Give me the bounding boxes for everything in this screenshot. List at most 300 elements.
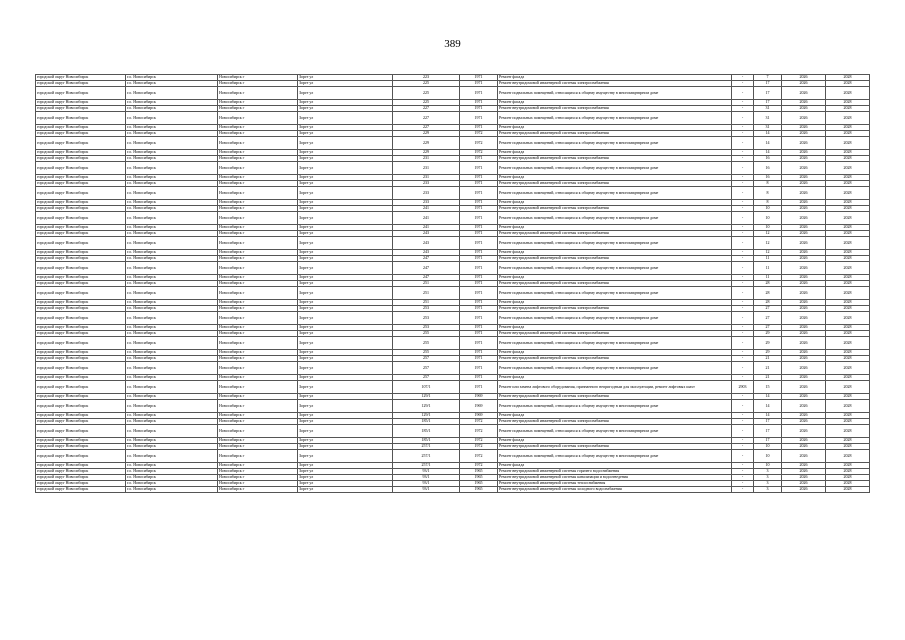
street-cell: Зорге ул: [298, 250, 393, 256]
district-cell: городской округ Новосибирск: [36, 306, 126, 312]
quantity-cell: 31: [754, 125, 782, 131]
settlement-cell: г.о. Новосибирск: [126, 175, 218, 181]
work-type-cell: Ремонт внутридомовой инженерной системы электроснабжения: [498, 81, 732, 87]
end-year-cell: 2028: [826, 419, 870, 425]
extra-value-cell: -: [732, 487, 754, 493]
quantity-cell: 17: [754, 87, 782, 100]
house-number-cell: 225: [393, 100, 460, 106]
work-type-cell: Ремонт подвальных помещений, относящихся к общему имуществу в многоквартирном доме: [498, 312, 732, 325]
city-cell: Новосибирск г: [218, 125, 298, 131]
city-cell: Новосибирск г: [218, 375, 298, 381]
city-cell: Новосибирск г: [218, 425, 298, 438]
quantity-cell: 10: [754, 444, 782, 450]
district-cell: городской округ Новосибирск: [36, 156, 126, 162]
quantity-cell: 16: [754, 175, 782, 181]
city-cell: Новосибирск г: [218, 181, 298, 187]
extra-value-cell: -: [732, 413, 754, 419]
house-number-cell: 247: [393, 275, 460, 281]
extra-value-cell: -: [732, 250, 754, 256]
work-type-cell: Ремонт фасада: [498, 150, 732, 156]
city-cell: Новосибирск г: [218, 206, 298, 212]
city-cell: Новосибирск г: [218, 300, 298, 306]
street-cell: Зорге ул: [298, 450, 393, 463]
work-type-cell: Ремонт подвальных помещений, относящихся к общему имуществу в многоквартирном доме: [498, 212, 732, 225]
settlement-cell: г.о. Новосибирск: [126, 150, 218, 156]
build-year-cell: 1971: [460, 181, 498, 187]
quantity-cell: 8: [754, 200, 782, 206]
settlement-cell: г.о. Новосибирск: [126, 487, 218, 493]
house-number-cell: 243: [393, 231, 460, 237]
extra-value-cell: -: [732, 187, 754, 200]
start-year-cell: 2026: [782, 125, 826, 131]
house-number-cell: 227: [393, 125, 460, 131]
house-number-cell: 185/1: [393, 419, 460, 425]
house-number-cell: 253: [393, 312, 460, 325]
city-cell: Новосибирск г: [218, 362, 298, 375]
street-cell: Зорге ул: [298, 81, 393, 87]
city-cell: Новосибирск г: [218, 275, 298, 281]
build-year-cell: 1971: [460, 262, 498, 275]
end-year-cell: 2028: [826, 469, 870, 475]
city-cell: Новосибирск г: [218, 150, 298, 156]
city-cell: Новосибирск г: [218, 106, 298, 112]
work-type-cell: Ремонт фасада: [498, 175, 732, 181]
house-number-cell: 225: [393, 87, 460, 100]
work-type-cell: Ремонт фасада: [498, 413, 732, 419]
street-cell: Зорге ул: [298, 375, 393, 381]
city-cell: Новосибирск г: [218, 287, 298, 300]
street-cell: Зорге ул: [298, 256, 393, 262]
table-body: [36, 75, 870, 493]
settlement-cell: г.о. Новосибирск: [126, 237, 218, 250]
end-year-cell: 2028: [826, 487, 870, 493]
house-number-cell: 253: [393, 325, 460, 331]
extra-value-cell: -: [732, 325, 754, 331]
street-cell: Зорге ул: [298, 331, 393, 337]
district-cell: городской округ Новосибирск: [36, 100, 126, 106]
work-type-cell: Ремонт подвальных помещений, относящихся к общему имуществу в многоквартирном доме: [498, 87, 732, 100]
work-type-cell: Ремонт подвальных помещений, относящихся к общему имуществу в многоквартирном доме: [498, 137, 732, 150]
end-year-cell: 2028: [826, 300, 870, 306]
work-type-cell: Ремонт внутридомовой инженерной системы электроснабжения: [498, 231, 732, 237]
work-type-cell: Ремонт внутридомовой инженерной системы электроснабжения: [498, 331, 732, 337]
district-cell: городской округ Новосибирск: [36, 281, 126, 287]
start-year-cell: 2026: [782, 325, 826, 331]
house-number-cell: 93/1: [393, 487, 460, 493]
extra-value-cell: -: [732, 150, 754, 156]
repair-program-table: [35, 74, 870, 493]
city-cell: Новосибирск г: [218, 331, 298, 337]
extra-value-cell: -: [732, 256, 754, 262]
work-type-cell: Ремонт фасада: [498, 200, 732, 206]
street-cell: Зорге ул: [298, 125, 393, 131]
house-number-cell: 223: [393, 75, 460, 81]
build-year-cell: 1971: [460, 381, 498, 394]
extra-value-cell: -: [732, 375, 754, 381]
settlement-cell: г.о. Новосибирск: [126, 225, 218, 231]
settlement-cell: г.о. Новосибирск: [126, 381, 218, 394]
district-cell: городской округ Новосибирск: [36, 419, 126, 425]
quantity-cell: 28: [754, 287, 782, 300]
street-cell: Зорге ул: [298, 200, 393, 206]
start-year-cell: 2026: [782, 425, 826, 438]
extra-value-cell: -: [732, 200, 754, 206]
build-year-cell: 1965: [460, 475, 498, 481]
end-year-cell: 2028: [826, 312, 870, 325]
district-cell: городской округ Новосибирск: [36, 231, 126, 237]
settlement-cell: г.о. Новосибирск: [126, 306, 218, 312]
start-year-cell: 2026: [782, 106, 826, 112]
build-year-cell: 1971: [460, 312, 498, 325]
street-cell: Зорге ул: [298, 306, 393, 312]
end-year-cell: 2028: [826, 225, 870, 231]
start-year-cell: 2026: [782, 419, 826, 425]
city-cell: Новосибирск г: [218, 444, 298, 450]
table-row: [36, 112, 870, 125]
street-cell: Зорге ул: [298, 356, 393, 362]
district-cell: городской округ Новосибирск: [36, 150, 126, 156]
quantity-cell: 10: [754, 206, 782, 212]
settlement-cell: г.о. Новосибирск: [126, 425, 218, 438]
work-type-cell: Ремонт внутридомовой инженерной системы электроснабжения: [498, 356, 732, 362]
start-year-cell: 2026: [782, 350, 826, 356]
work-type-cell: Ремонт фасада: [498, 463, 732, 469]
build-year-cell: 1971: [460, 300, 498, 306]
quantity-cell: 11: [754, 262, 782, 275]
settlement-cell: г.о. Новосибирск: [126, 200, 218, 206]
city-cell: Новосибирск г: [218, 337, 298, 350]
street-cell: Зорге ул: [298, 381, 393, 394]
quantity-cell: 14: [754, 131, 782, 137]
build-year-cell: 1971: [460, 212, 498, 225]
build-year-cell: 1972: [460, 137, 498, 150]
quantity-cell: 14: [754, 137, 782, 150]
build-year-cell: 1971: [460, 106, 498, 112]
house-number-cell: 257/1: [393, 463, 460, 469]
city-cell: Новосибирск г: [218, 256, 298, 262]
build-year-cell: 1972: [460, 131, 498, 137]
build-year-cell: 1971: [460, 306, 498, 312]
end-year-cell: 2028: [826, 375, 870, 381]
extra-value-cell: -: [732, 350, 754, 356]
end-year-cell: 2028: [826, 87, 870, 100]
street-cell: Зорге ул: [298, 281, 393, 287]
table-row: [36, 212, 870, 225]
district-cell: городской округ Новосибирск: [36, 206, 126, 212]
quantity-cell: 31: [754, 112, 782, 125]
extra-value-cell: -: [732, 125, 754, 131]
quantity-cell: 14: [754, 150, 782, 156]
house-number-cell: 243: [393, 237, 460, 250]
district-cell: городской округ Новосибирск: [36, 481, 126, 487]
quantity-cell: 29: [754, 350, 782, 356]
start-year-cell: 2026: [782, 81, 826, 87]
extra-value-cell: -: [732, 394, 754, 400]
start-year-cell: 2026: [782, 362, 826, 375]
start-year-cell: 2026: [782, 438, 826, 444]
street-cell: Зорге ул: [298, 156, 393, 162]
start-year-cell: 2026: [782, 250, 826, 256]
quantity-cell: 28: [754, 300, 782, 306]
house-number-cell: 129/1: [393, 394, 460, 400]
street-cell: Зорге ул: [298, 181, 393, 187]
city-cell: Новосибирск г: [218, 156, 298, 162]
city-cell: Новосибирск г: [218, 250, 298, 256]
settlement-cell: г.о. Новосибирск: [126, 206, 218, 212]
extra-value-cell: -: [732, 337, 754, 350]
district-cell: городской округ Новосибирск: [36, 225, 126, 231]
table-row: [36, 362, 870, 375]
settlement-cell: г.о. Новосибирск: [126, 356, 218, 362]
street-cell: Зорге ул: [298, 225, 393, 231]
extra-value-cell: -: [732, 419, 754, 425]
quantity-cell: 31: [754, 106, 782, 112]
house-number-cell: 233: [393, 181, 460, 187]
settlement-cell: г.о. Новосибирск: [126, 287, 218, 300]
street-cell: Зорге ул: [298, 287, 393, 300]
house-number-cell: 185/1: [393, 425, 460, 438]
quantity-cell: 10: [754, 450, 782, 463]
quantity-cell: 12: [754, 250, 782, 256]
quantity-cell: 8: [754, 181, 782, 187]
end-year-cell: 2028: [826, 112, 870, 125]
end-year-cell: 2028: [826, 150, 870, 156]
build-year-cell: 1971: [460, 356, 498, 362]
start-year-cell: 2026: [782, 481, 826, 487]
extra-value-cell: -: [732, 463, 754, 469]
start-year-cell: 2026: [782, 181, 826, 187]
table-row: [36, 312, 870, 325]
work-type-cell: Ремонт подвальных помещений, относящихся к общему имуществу в многоквартирном доме: [498, 400, 732, 413]
house-number-cell: 251: [393, 287, 460, 300]
extra-value-cell: -: [732, 112, 754, 125]
table-row: [36, 381, 870, 394]
district-cell: городской округ Новосибирск: [36, 400, 126, 413]
end-year-cell: 2028: [826, 413, 870, 419]
settlement-cell: г.о. Новосибирск: [126, 162, 218, 175]
city-cell: Новосибирск г: [218, 137, 298, 150]
extra-value-cell: -: [732, 300, 754, 306]
extra-value-cell: -: [732, 425, 754, 438]
street-cell: Зорге ул: [298, 262, 393, 275]
end-year-cell: 2028: [826, 287, 870, 300]
quantity-cell: 3: [754, 487, 782, 493]
district-cell: городской округ Новосибирск: [36, 487, 126, 493]
work-type-cell: Ремонт подвальных помещений, относящихся к общему имуществу в многоквартирном доме: [498, 287, 732, 300]
settlement-cell: г.о. Новосибирск: [126, 137, 218, 150]
house-number-cell: 229: [393, 137, 460, 150]
extra-value-cell: -: [732, 131, 754, 137]
build-year-cell: 1971: [460, 162, 498, 175]
quantity-cell: 27: [754, 312, 782, 325]
start-year-cell: 2026: [782, 112, 826, 125]
city-cell: Новосибирск г: [218, 325, 298, 331]
street-cell: Зорге ул: [298, 212, 393, 225]
settlement-cell: г.о. Новосибирск: [126, 181, 218, 187]
start-year-cell: 2026: [782, 187, 826, 200]
street-cell: Зорге ул: [298, 325, 393, 331]
city-cell: Новосибирск г: [218, 463, 298, 469]
settlement-cell: г.о. Новосибирск: [126, 469, 218, 475]
start-year-cell: 2026: [782, 150, 826, 156]
build-year-cell: 1972: [460, 419, 498, 425]
work-type-cell: Ремонт или замена лифтового оборудования, признанного непригодным для эксплуатации, ремонт лифтовых шахт: [498, 381, 732, 394]
end-year-cell: 2028: [826, 237, 870, 250]
table-row: [36, 262, 870, 275]
build-year-cell: 1965: [460, 481, 498, 487]
district-cell: городской округ Новосибирск: [36, 450, 126, 463]
extra-value-cell: -: [732, 100, 754, 106]
district-cell: городской округ Новосибирск: [36, 250, 126, 256]
quantity-cell: 17: [754, 100, 782, 106]
extra-value-cell: -: [732, 225, 754, 231]
settlement-cell: г.о. Новосибирск: [126, 275, 218, 281]
district-cell: городской округ Новосибирск: [36, 463, 126, 469]
quantity-cell: 15: [754, 381, 782, 394]
street-cell: Зорге ул: [298, 394, 393, 400]
end-year-cell: 2028: [826, 231, 870, 237]
work-type-cell: Ремонт подвальных помещений, относящихся к общему имуществу в многоквартирном доме: [498, 362, 732, 375]
build-year-cell: 1971: [460, 337, 498, 350]
house-number-cell: 227: [393, 106, 460, 112]
settlement-cell: г.о. Новосибирск: [126, 362, 218, 375]
settlement-cell: г.о. Новосибирск: [126, 375, 218, 381]
house-number-cell: 129/1: [393, 400, 460, 413]
house-number-cell: 257: [393, 356, 460, 362]
house-number-cell: 185/1: [393, 438, 460, 444]
extra-value-cell: -: [732, 75, 754, 81]
end-year-cell: 2028: [826, 250, 870, 256]
settlement-cell: г.о. Новосибирск: [126, 400, 218, 413]
settlement-cell: г.о. Новосибирск: [126, 475, 218, 481]
build-year-cell: 1971: [460, 256, 498, 262]
quantity-cell: 3: [754, 481, 782, 487]
extra-value-cell: -: [732, 262, 754, 275]
extra-value-cell: -: [732, 156, 754, 162]
table-row: [36, 162, 870, 175]
district-cell: городской округ Новосибирск: [36, 212, 126, 225]
build-year-cell: 1971: [460, 287, 498, 300]
end-year-cell: 2028: [826, 206, 870, 212]
start-year-cell: 2026: [782, 200, 826, 206]
city-cell: Новосибирск г: [218, 487, 298, 493]
build-year-cell: 1972: [460, 438, 498, 444]
quantity-cell: 17: [754, 81, 782, 87]
extra-value-cell: -: [732, 231, 754, 237]
street-cell: Зорге ул: [298, 413, 393, 419]
quantity-cell: 11: [754, 275, 782, 281]
settlement-cell: г.о. Новосибирск: [126, 187, 218, 200]
work-type-cell: Ремонт внутридомовой инженерной системы электроснабжения: [498, 181, 732, 187]
build-year-cell: 1971: [460, 225, 498, 231]
city-cell: Новосибирск г: [218, 225, 298, 231]
settlement-cell: г.о. Новосибирск: [126, 131, 218, 137]
work-type-cell: Ремонт подвальных помещений, относящихся к общему имуществу в многоквартирном доме: [498, 112, 732, 125]
house-number-cell: 93/1: [393, 475, 460, 481]
district-cell: городской округ Новосибирск: [36, 475, 126, 481]
quantity-cell: 3: [754, 475, 782, 481]
city-cell: Новосибирск г: [218, 475, 298, 481]
quantity-cell: 21: [754, 375, 782, 381]
build-year-cell: 1971: [460, 87, 498, 100]
city-cell: Новосибирск г: [218, 75, 298, 81]
city-cell: Новосибирск г: [218, 350, 298, 356]
settlement-cell: г.о. Новосибирск: [126, 450, 218, 463]
start-year-cell: 2026: [782, 75, 826, 81]
start-year-cell: 2026: [782, 287, 826, 300]
end-year-cell: 2028: [826, 256, 870, 262]
end-year-cell: 2028: [826, 162, 870, 175]
street-cell: Зорге ул: [298, 312, 393, 325]
end-year-cell: 2028: [826, 425, 870, 438]
build-year-cell: 1971: [460, 112, 498, 125]
street-cell: Зорге ул: [298, 137, 393, 150]
house-number-cell: 255: [393, 350, 460, 356]
settlement-cell: г.о. Новосибирск: [126, 350, 218, 356]
start-year-cell: 2026: [782, 281, 826, 287]
end-year-cell: 2028: [826, 275, 870, 281]
work-type-cell: Ремонт внутридомовой инженерной системы электроснабжения: [498, 206, 732, 212]
house-number-cell: 229: [393, 131, 460, 137]
district-cell: городской округ Новосибирск: [36, 175, 126, 181]
start-year-cell: 2026: [782, 306, 826, 312]
quantity-cell: 21: [754, 356, 782, 362]
extra-value-cell: -: [732, 106, 754, 112]
end-year-cell: 2028: [826, 100, 870, 106]
start-year-cell: 2026: [782, 131, 826, 137]
work-type-cell: Ремонт внутридомовой инженерной системы электроснабжения: [498, 419, 732, 425]
start-year-cell: 2026: [782, 137, 826, 150]
build-year-cell: 1969: [460, 400, 498, 413]
district-cell: городской округ Новосибирск: [36, 331, 126, 337]
quantity-cell: 29: [754, 337, 782, 350]
extra-value-cell: -: [732, 312, 754, 325]
settlement-cell: г.о. Новосибирск: [126, 231, 218, 237]
street-cell: Зорге ул: [298, 187, 393, 200]
quantity-cell: 16: [754, 162, 782, 175]
settlement-cell: г.о. Новосибирск: [126, 75, 218, 81]
street-cell: Зорге ул: [298, 362, 393, 375]
start-year-cell: 2026: [782, 206, 826, 212]
end-year-cell: 2028: [826, 125, 870, 131]
page-number: 389: [444, 38, 461, 50]
work-type-cell: Ремонт фасада: [498, 125, 732, 131]
settlement-cell: г.о. Новосибирск: [126, 419, 218, 425]
district-cell: городской округ Новосибирск: [36, 131, 126, 137]
district-cell: городской округ Новосибирск: [36, 350, 126, 356]
table-row: [36, 137, 870, 150]
district-cell: городской округ Новосибирск: [36, 469, 126, 475]
district-cell: городской округ Новосибирск: [36, 162, 126, 175]
quantity-cell: 21: [754, 362, 782, 375]
work-type-cell: Ремонт подвальных помещений, относящихся к общему имуществу в многоквартирном доме: [498, 425, 732, 438]
build-year-cell: 1972: [460, 444, 498, 450]
quantity-cell: 27: [754, 306, 782, 312]
work-type-cell: Ремонт внутридомовой инженерной системы горячего водоснабжения: [498, 469, 732, 475]
house-number-cell: 255: [393, 337, 460, 350]
work-type-cell: Ремонт внутридомовой инженерной системы электроснабжения: [498, 106, 732, 112]
district-cell: городской округ Новосибирск: [36, 438, 126, 444]
start-year-cell: 2026: [782, 262, 826, 275]
extra-value-cell: -: [732, 206, 754, 212]
build-year-cell: 1972: [460, 425, 498, 438]
start-year-cell: 2026: [782, 444, 826, 450]
street-cell: Зорге ул: [298, 275, 393, 281]
end-year-cell: 2028: [826, 475, 870, 481]
start-year-cell: 2026: [782, 475, 826, 481]
house-number-cell: 241: [393, 212, 460, 225]
street-cell: Зорге ул: [298, 106, 393, 112]
